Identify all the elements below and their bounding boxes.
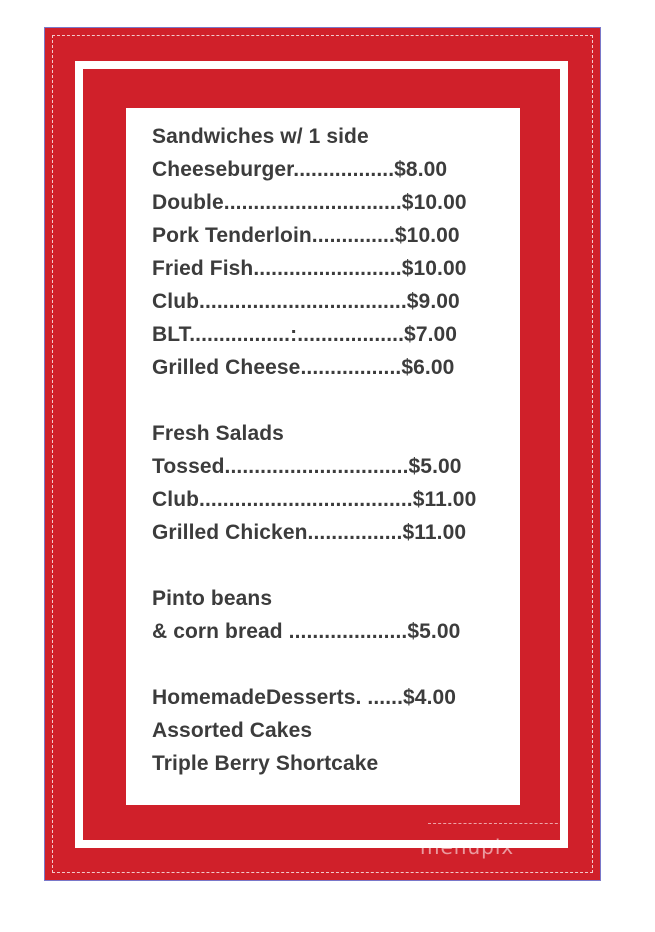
pinto-beans-label: Pinto beans [152, 587, 273, 610]
menupix-watermark: menupix [420, 835, 515, 859]
menu-item-cheeseburger: Cheeseburger.................$8.00 [152, 158, 448, 181]
menu-item-pork-tenderloin: Pork Tenderloin..............$10.00 [152, 224, 460, 247]
menu-item-grilled-cheese: Grilled Cheese.................$6.00 [152, 356, 455, 379]
salads-heading: Fresh Salads [152, 422, 284, 445]
menu-item-club-sandwich: Club...................................$9.00 [152, 290, 460, 313]
watermark-divider [428, 823, 568, 824]
dessert-triple-berry-shortcake: Triple Berry Shortcake [152, 752, 379, 775]
menu-item-tossed-salad: Tossed...............................$5.00 [152, 455, 462, 478]
section-spacer [152, 648, 514, 681]
menu-panel [126, 108, 520, 805]
dessert-assorted-cakes: Assorted Cakes [152, 719, 313, 742]
menu-item-corn-bread: & corn bread ....................$5.00 [152, 620, 461, 643]
menu-frame [44, 27, 601, 881]
section-spacer [152, 384, 514, 417]
menu-text [152, 120, 514, 780]
menu-item-club-salad: Club....................................$11.00 [152, 488, 477, 511]
menu-item-homemade-desserts: HomemadeDesserts. ......$4.00 [152, 686, 457, 709]
menu-item-fried-fish: Fried Fish.........................$10.00 [152, 257, 467, 280]
section-spacer [152, 549, 514, 582]
menu-item-double: Double..............................$10.00 [152, 191, 467, 214]
menu-item-blt: BLT.................:..................$7.00 [152, 323, 458, 346]
sandwiches-heading: Sandwiches w/ 1 side [152, 125, 369, 148]
menu-item-grilled-chicken-salad: Grilled Chicken................$11.00 [152, 521, 467, 544]
